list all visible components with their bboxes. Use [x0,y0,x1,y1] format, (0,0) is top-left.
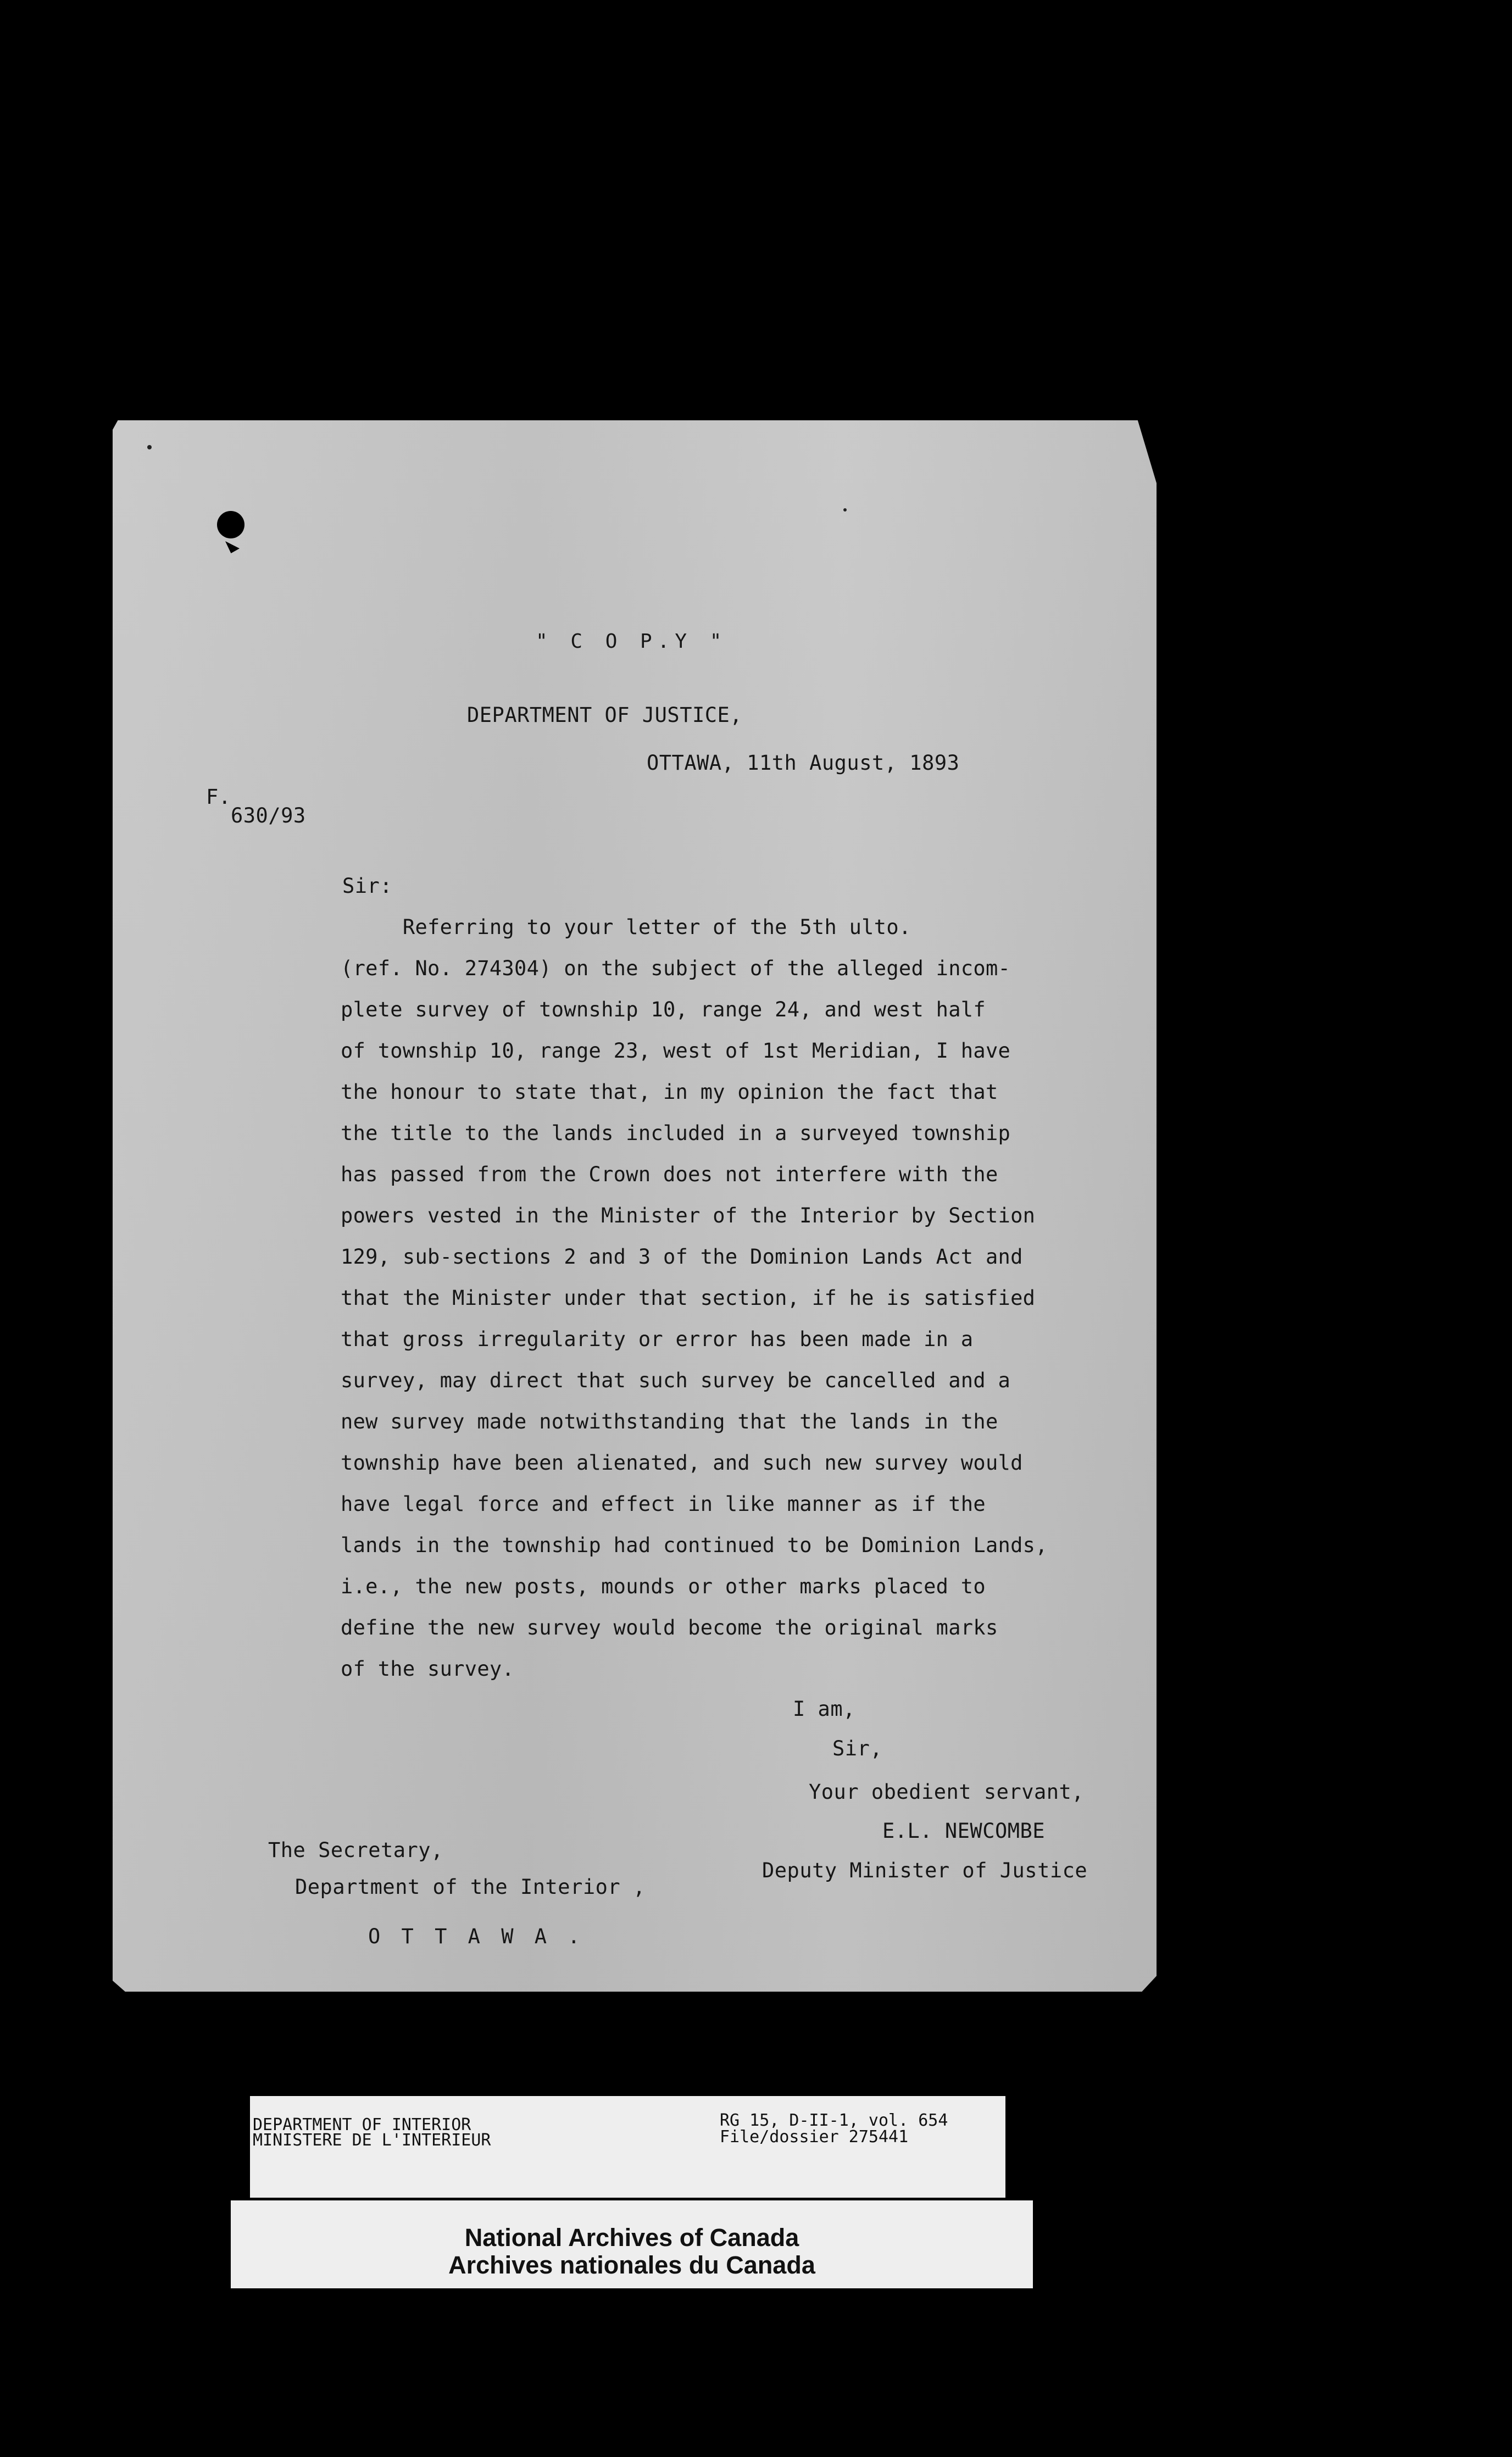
body-line: i.e., the new posts, mounds or other marks placed to [341,1575,986,1598]
body-line: Referring to your letter of the 5th ulto. [341,915,911,939]
recipient-city: O T T A W A . [368,1925,585,1948]
archive-name-en: National Archives of Canada [464,2223,799,2252]
body-line: the title to the lands included in a surveyed township [341,1121,1011,1145]
archive-reference-label [250,2096,1005,2198]
archive-file-number: File/dossier 275441 [720,2127,909,2147]
archive-banner [231,2200,1033,2288]
body-line: (ref. No. 274304) on the subject of the alleged incom- [341,957,1011,980]
body-line: lands in the township had continued to be Dominion Lands, [341,1533,1048,1557]
body-line: powers vested in the Minister of the Interior by Section [341,1204,1036,1227]
archive-department-en: DEPARTMENT OF INTERIOR [253,2115,471,2134]
recipient-title: The Secretary, [268,1838,443,1862]
body-line: survey, may direct that such survey be cancelled and a [341,1369,1011,1392]
punch-hole [217,511,244,538]
body-line: has passed from the Crown does not interfere with the [341,1163,998,1186]
closing-i-am: I am, [793,1697,855,1721]
letterhead-department: DEPARTMENT OF JUSTICE, [467,703,743,727]
closing-sir: Sir, [832,1737,883,1760]
recipient-department: Department of the Interior , [295,1875,646,1899]
file-reference-letter: F. [206,785,231,809]
body-line: new survey made notwithstanding that the lands in the [341,1410,998,1433]
body-line: township have been alienated, and such new survey would [341,1451,1023,1475]
body-line: that the Minister under that section, if he is satisfied [341,1286,1036,1310]
signer-title: Deputy Minister of Justice [762,1859,1088,1882]
salutation: Sir: [342,874,393,898]
body-line: of the survey. [341,1657,515,1681]
paper-speck [147,445,152,449]
body-line: that gross irregularity or error has been made in a [341,1327,974,1351]
body-line: the honour to state that, in my opinion the fact that [341,1080,998,1104]
archive-department-fr: MINISTERE DE L'INTERIEUR [253,2131,491,2150]
copy-heading: " C O P.Y " [536,630,727,653]
archive-name-fr: Archives nationales du Canada [448,2251,815,2279]
body-line: have legal force and effect in like manner as if the [341,1492,986,1516]
closing-servant: Your obedient servant, [809,1780,1085,1804]
paper-speck [843,508,847,512]
body-line: plete survey of township 10, range 24, and west half [341,998,986,1021]
file-reference-number: 630/93 [231,804,306,827]
body-line: 129, sub-sections 2 and 3 of the Dominion Lands Act and [341,1245,1023,1269]
body-line: of township 10, range 23, west of 1st Meridian, I have [341,1039,1011,1063]
body-line: define the new survey would become the original marks [341,1616,998,1639]
signer-name: E.L. NEWCOMBE [882,1819,1046,1843]
archive-record-group: RG 15, D-II-1, vol. 654 [720,2111,948,2130]
letter-body [341,907,1088,1689]
place-and-date: OTTAWA, 11th August, 1893 [647,751,960,775]
